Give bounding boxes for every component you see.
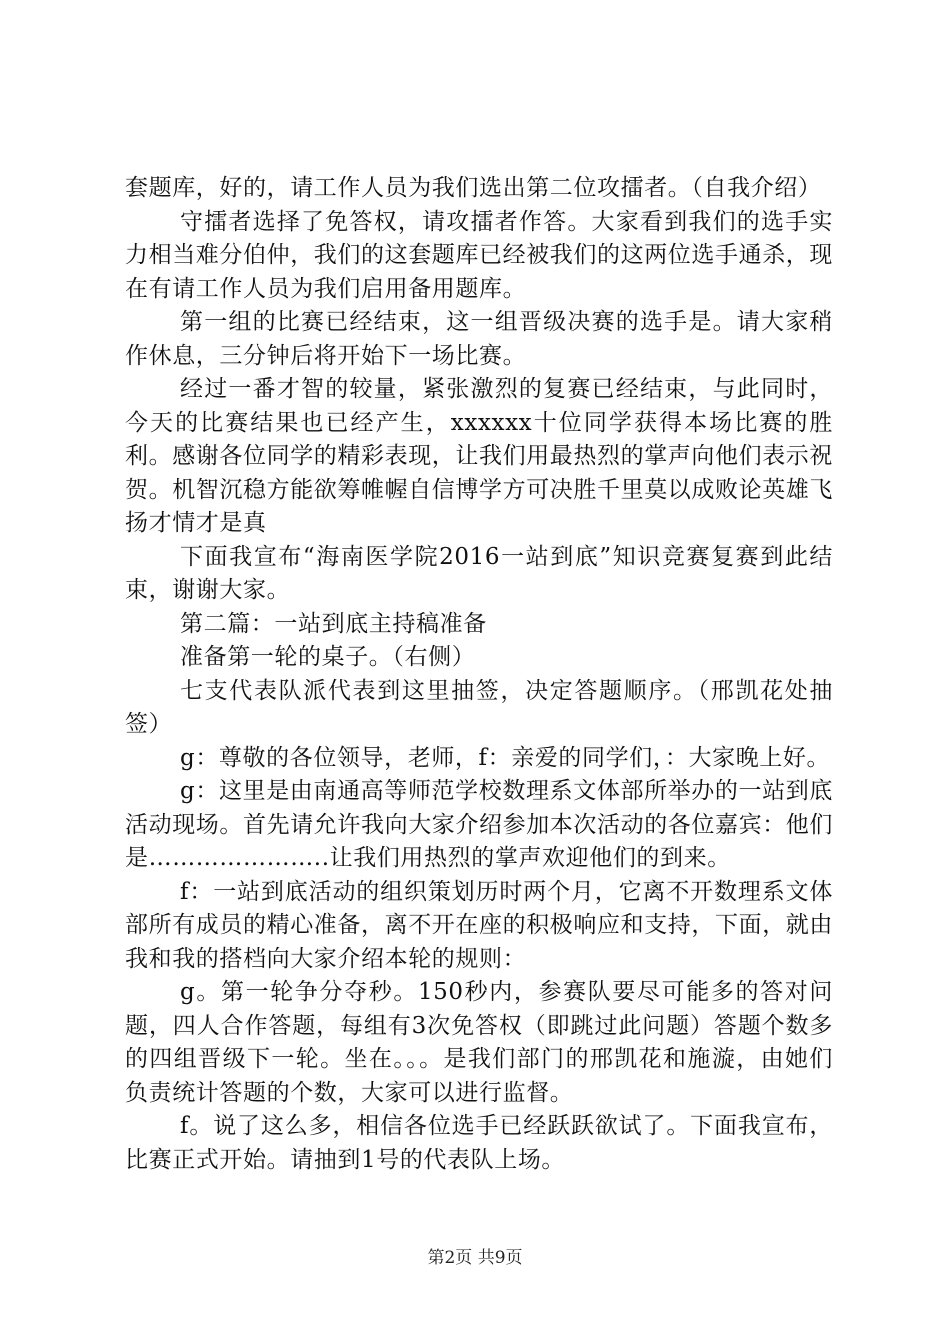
paragraph: g。第一轮争分夺秒。150秒内，参赛队要尽可能多的答对问题，四人合作答题，每组有3次免答权（即跳过此问题）答题个数多的四组晋级下一轮。坐在。。。是我们部门的邢凯花和施漩，由她们负责统计答题的个数，大家可以进行监督。: [125, 979, 833, 1106]
paragraph: 第一组的比赛已经结束，这一组晋级决赛的选手是。请大家稍作休息，三分钟后将开始下一场比赛。: [125, 309, 833, 369]
section-heading: 第二篇：一站到底主持稿准备: [180, 610, 487, 637]
paragraph: 守擂者选择了免答权，请攻擂者作答。大家看到我们的选手实力相当难分伯仲，我们的这套题库已经被我们的这两位选手通杀，现在有请工作人员为我们启用备用题库。: [125, 208, 833, 302]
page-number-footer: 第2页 共9页: [427, 1248, 523, 1268]
paragraph: 准备第一轮的桌子。（右侧）: [180, 644, 476, 670]
paragraph: g：这里是由南通高等师范学校数理系文体部所举办的一站到底活动现场。首先请允许我向大家介绍参加本次活动的各位嘉宾：他们是…………………..让我们用热烈的掌声欢迎他们的到来。: [125, 778, 833, 871]
document-body: [125, 172, 833, 1177]
paragraph: 经过一番才智的较量，紧张激烈的复赛已经结束，与此同时，今天的比赛结果也已经产生，xxxxxx十位同学获得本场比赛的胜利。感谢各位同学的精彩表现，让我们用最热烈的掌声向他们表示祝贺。机智沉稳方能欲筹帷幄自信博学方可决胜千里莫以成败论英雄飞扬才情才是真: [125, 376, 833, 536]
paragraph: g：尊敬的各位领导，老师，f：亲爱的同学们，：大家晚上好。: [180, 744, 831, 771]
paragraph: 下面我宣布“海南医学院2016一站到底”知识竞赛复赛到此结束，谢谢大家。: [125, 543, 833, 603]
paragraph-continuation: 套题库，好的，请工作人员为我们选出第二位攻擂者。（自我介绍）: [125, 175, 822, 201]
paragraph: 七支代表队派代表到这里抽签，决定答题顺序。（邢凯花处抽签）: [125, 677, 833, 737]
paragraph: f：一站到底活动的组织策划历时两个月，它离不开数理系文体部所有成员的精心准备，离不开在座的积极响应和支持，下面，就由我和我的搭档向大家介绍本轮的规则：: [125, 878, 833, 972]
paragraph: f。说了这么多，相信各位选手已经跃跃欲试了。下面我宣布，比赛正式开始。请抽到1号的代表队上场。: [125, 1113, 833, 1173]
